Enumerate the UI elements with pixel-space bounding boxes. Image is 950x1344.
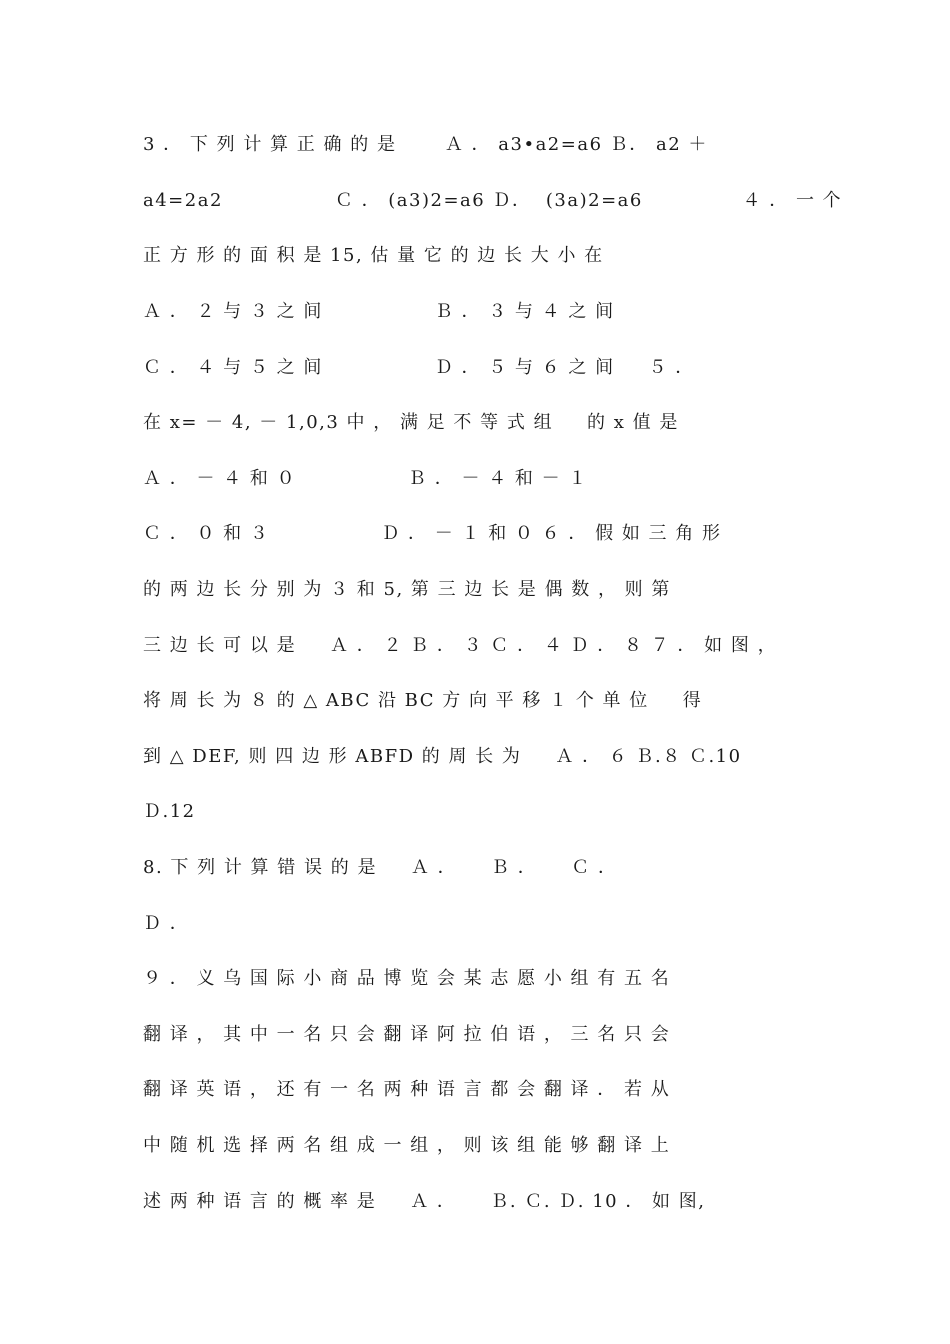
- text-line: Ｄ ．: [143, 913, 190, 934]
- text-line: Ａ ． － ４ 和 ０ Ｂ ． － ４ 和 － １: [143, 468, 588, 489]
- text-line: 正 方 形 的 面 积 是 15, 估 量 它 的 边 长 大 小 在: [143, 245, 604, 266]
- text-line: 8. 下 列 计 算 错 误 的 是 Ａ ． Ｂ ． Ｃ ．: [143, 857, 618, 878]
- text-line: a4=2a2 Ｃ ． (a3)2=a6 Ｄ． (3a)2=a6 ４ ． 一 个: [143, 190, 843, 211]
- text-line: 中 随 机 选 择 两 名 组 成 一 组 ， 则 该 组 能 够 翻 译 上: [143, 1135, 671, 1156]
- text-line: 翻 译 ， 其 中 一 名 只 会 翻 译 阿 拉 伯 语 ， 三 名 只 会: [143, 1024, 671, 1045]
- text-line: 述 两 种 语 言 的 概 率 是 Ａ ． Ｂ. Ｃ. Ｄ. 10 ． 如 图,: [143, 1191, 706, 1212]
- text-line: 到 △ DEF, 则 四 边 形 ABFD 的 周 长 为 Ａ ． ６ Ｂ.８ Ｃ.10: [143, 746, 742, 767]
- text-line: Ａ ． ２ 与 ３ 之 间 Ｂ ． ３ 与 ４ 之 间: [143, 301, 615, 322]
- text-line: Ｃ ． ０ 和 ３ Ｄ ． － １ 和 ０ ６ ． 假 如 三 角 形: [143, 523, 722, 544]
- text-line: 三 边 长 可 以 是 Ａ ． ２ Ｂ ． ３ Ｃ ． ４ Ｄ ． ８ ７ ． 如 图 ，: [143, 635, 778, 656]
- text-line: 的 两 边 长 分 别 为 ３ 和 5, 第 三 边 长 是 偶 数 ， 则 第: [143, 579, 671, 600]
- text-line: 在 x= － 4, － 1,0,3 中 ， 满 足 不 等 式 组 的 x 值 是: [143, 412, 679, 433]
- text-line: 将 周 长 为 ８ 的 △ ABC 沿 BC 方 向 平 移 １ 个 单 位 得: [143, 690, 703, 711]
- text-line: 3 ． 下 列 计 算 正 确 的 是 Ａ ． a3•a2=a6 Ｂ． a2 ＋: [143, 134, 708, 155]
- text-line: ９ ． 义 乌 国 际 小 商 品 博 览 会 某 志 愿 小 组 有 五 名: [143, 968, 671, 989]
- text-line: Ｃ ． ４ 与 ５ 之 间 Ｄ ． ５ 与 ６ 之 间 ５ ．: [143, 357, 695, 378]
- text-line: 翻 译 英 语 ， 还 有 一 名 两 种 语 言 都 会 翻 译 ． 若 从: [143, 1079, 671, 1100]
- text-line: Ｄ.12: [143, 801, 196, 822]
